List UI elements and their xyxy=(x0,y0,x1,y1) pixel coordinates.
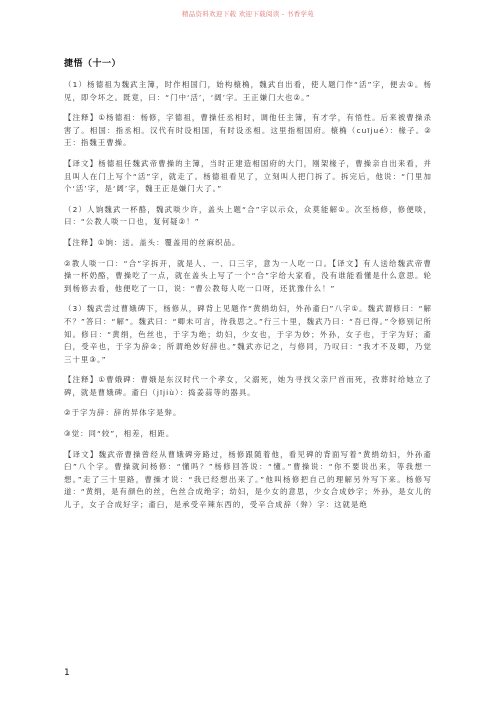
paragraph-8: 【注释】①曹娥碑：曹娥是东汉时代一个孝女，父溺死，她为寻找父亲尸首而死，孜葬时给她立了碑，就是曹娥碑。齑臼（jījiù）：捣姜蒜等的器具。 xyxy=(64,375,432,397)
download-banner[interactable]: 精品资料欢迎下载 欢迎下载阅读 - 书香学苑 xyxy=(181,10,315,18)
paragraph-1: （1）杨德祖为魏武主簿，时作相国门，始构榱桷，魏武自出看，使人题门作“活”字，便去①。杨见，即令坏之。既竟，曰：“门中‘活’，‘阔’字。王正嫌门大也②。” xyxy=(64,80,432,102)
paragraph-2: 【注释】①杨德祖：杨修，字德祖，曹操任丞相时，调他任主簿，有才学，有悟性。后来被曹操杀害了。相国：指丞相。汉代有时设相国，有时设丞相。这里指相国府。榱桷（cuījué）：椽子。②王：指魏王曹操。 xyxy=(64,113,432,148)
paragraph-6: ②教人啖一口：“合”字拆开，就是人、一、口三字，意为一人吃一口。【译文】有人送给魏武帝曹操一杯奶酪，曹操吃了一点，就在盖头上写了一个“合”字给大家看，没有谁能看懂是什么意思。轮到杨修去看，他便吃了一口，说：“曹公教每人吃一口呀，还犹豫什么！” xyxy=(64,258,432,293)
paragraph-5: 【注释】①饷：送。盖头：覆盖用的丝麻织品。 xyxy=(64,237,241,247)
document-title: 捷悟（十一） xyxy=(64,59,122,69)
paragraph-10: ③觉：同“较”，相差，相距。 xyxy=(64,429,175,439)
document-body xyxy=(64,56,432,520)
paragraph-4: （2）人饷魏武一杯酪，魏武啖少许，盖头上题“合”字以示众，众莫能解①。次至杨修，修便啖，曰：“公教人啖一口也，复何疑②！” xyxy=(64,204,432,227)
paragraph-3: 【译文】杨德祖任魏武帝曹操的主簿，当时正建造相国府的大门，刚架椽子，曹操亲自出来看，并且叫人在门上写个“活”字，就走了。杨德祖看见了，立刻叫人把门拆了。拆完后，他说：“门里加个‘活’字，是‘阔’字，魏王正是嫌门大了。” xyxy=(64,158,432,194)
paragraph-11: 【译文】魏武帝曹操曾经从曹娥碑旁路过，杨修跟随着他，看见碑的背面写着“黄绢幼妇，外孙齑臼”八个字。曹操就问杨修：“懂吗？”杨修回答说：“懂。”曹操说：“你不要说出来，等我想一想。”走了三十里路，曹操才说：“我已经想出来了。”他叫杨修把自己的理解另外写下来。杨修写道：“黄绢，是有颜色的丝，色丝合成绝字；幼妇，是少女的意思，少女合成妙字；外孙，是女儿的儿子，女子合成好字；齑臼，是承受辛辣东西的，受辛合成辞（辤）字：这就是绝 xyxy=(64,449,432,510)
paragraph-7: （3）魏武尝过曹娥碑下，杨修从，碑背上见题作“黄绢幼妇，外孙齑臼”八字①。魏武谓修曰：“解不？”答曰：“解”。魏武曰：“卿未可言，待我思之。”行三十里，魏武乃曰：“吾已得。”令修别记所知。修曰：“黄绢，色丝也，于字为绝；幼妇，少女也，于字为妙；外孙，女子也，于字为好；齑臼，受辛也，于字为辞②；所谓绝妙好辞也。”魏武亦记之，与修同，乃叹曰：“我才不及卿，乃觉三十里③。” xyxy=(64,304,432,364)
page-number: 1 xyxy=(64,668,70,678)
paragraph-9: ②于字为辞：辞的异体字是辤。 xyxy=(64,408,182,418)
